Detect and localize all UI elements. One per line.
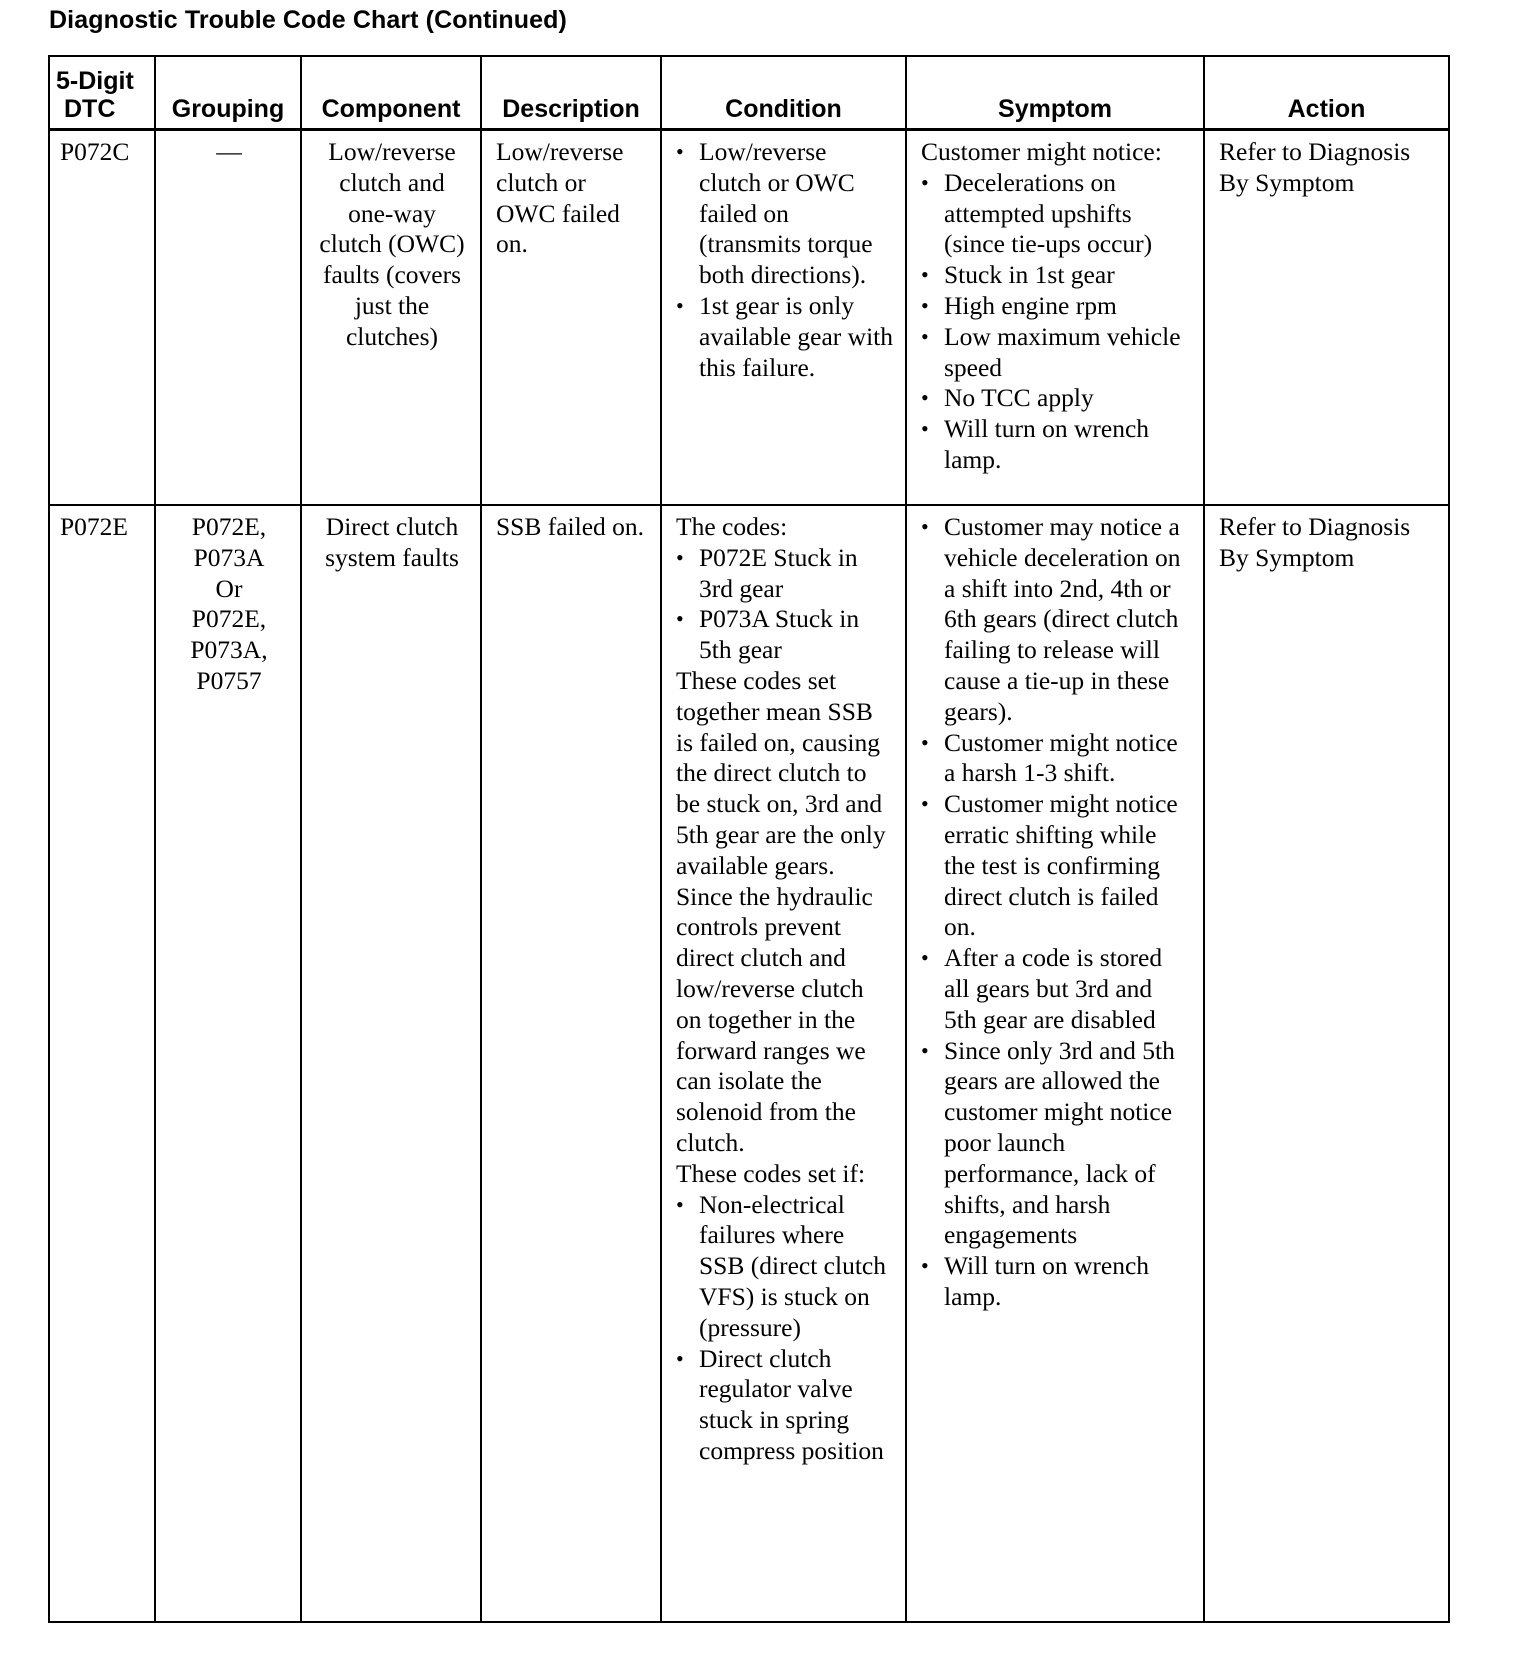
list-item: • Will turn on wrench lamp. — [921, 414, 1191, 476]
list-item: • No TCC apply — [921, 383, 1191, 414]
component-cell — [301, 130, 481, 506]
description-cell — [481, 130, 661, 506]
condition-intro: The codes: — [676, 512, 788, 541]
list-item: • Will turn on wrench lamp. — [921, 1251, 1191, 1313]
grouping-line: P072E, — [191, 604, 267, 634]
description-text: SSB failed on. — [496, 512, 645, 541]
condition-list — [676, 543, 893, 666]
list-item: • Since only 3rd and 5th gears are allowed the customer might notice poor launch performance, lack of shifts, and harsh engagements — [921, 1036, 1191, 1252]
grouping-line: P073A, — [190, 635, 268, 665]
symptom-cell — [906, 130, 1204, 506]
condition-list — [676, 137, 893, 383]
header-row — [49, 56, 1449, 130]
header-component: Component — [301, 56, 481, 130]
grouping-cell — [155, 130, 301, 506]
grouping-line: P0757 — [196, 665, 262, 695]
list-item: • After a code is stored all gears but 3rd and 5th gear are disabled — [921, 943, 1191, 1035]
grouping-line: P072E, — [191, 512, 267, 541]
list-item: • P072E Stuck in 3rd gear — [676, 543, 893, 605]
header-dtc-line2: DTC — [64, 95, 116, 123]
list-item: • 1st gear is only available gear with this failure. — [676, 291, 893, 383]
component-text: Direct clutch system faults — [325, 512, 459, 572]
dtc-table — [48, 55, 1450, 1623]
description-cell — [481, 505, 661, 1622]
list-item: • Low/reverse clutch or OWC failed on (transmits torque both directions). — [676, 137, 893, 291]
grouping-line: P073A — [193, 542, 265, 572]
header-description: Description — [481, 56, 661, 130]
condition-paragraph: These codes set together mean SSB is failed on, causing the direct clutch to be stuck on, 3rd and 5th gear are the only available gears. Since the hydraulic controls prevent direct clutch and low/reverse clutch on together in the forward ranges we can isolate the solenoid from the clutch. — [676, 665, 886, 1157]
header-dtc-line1: 5-Digit — [56, 67, 134, 95]
page-title: Diagnostic Trouble Code Chart (Continued) — [49, 6, 567, 34]
table-row — [49, 505, 1449, 1622]
symptom-cell — [906, 505, 1204, 1622]
grouping-cell — [155, 505, 301, 1622]
header-condition: Condition — [661, 56, 906, 130]
description-text: Low/reverse clutch or OWC failed on. — [496, 137, 624, 259]
action-cell — [1204, 130, 1449, 506]
symptom-list — [921, 512, 1191, 1313]
list-item: • Decelerations on attempted upshifts (since tie-ups occur) — [921, 168, 1191, 260]
condition-cell — [661, 505, 906, 1622]
header-action: Action — [1204, 56, 1449, 130]
dtc-code: P072C — [60, 137, 130, 166]
grouping-value: — — [216, 137, 242, 166]
grouping-value — [156, 506, 300, 701]
grouping-line: Or — [215, 573, 243, 603]
dtc-code: P072E — [60, 512, 129, 541]
condition-paragraph: These codes set if: — [676, 1158, 866, 1188]
component-text: Low/reverse clutch and one-way clutch (OWC) faults (covers just the clutches) — [319, 137, 465, 351]
action-text: Refer to Diagnosis By Symptom — [1219, 512, 1411, 572]
list-item: • Low maximum vehicle speed — [921, 322, 1191, 384]
symptom-list — [921, 168, 1191, 476]
list-item: • Customer may notice a vehicle deceleration on a shift into 2nd, 4th or 6th gears (direct clutch failing to release will cause a tie-up in these gears). — [921, 512, 1191, 728]
symptom-intro: Customer might notice: — [921, 137, 1162, 166]
dtc-cell — [49, 130, 155, 506]
header-grouping: Grouping — [155, 56, 301, 130]
action-cell — [1204, 505, 1449, 1622]
component-cell — [301, 505, 481, 1622]
list-item: • High engine rpm — [921, 291, 1191, 322]
list-item: • Stuck in 1st gear — [921, 260, 1191, 291]
condition-cell — [661, 130, 906, 506]
list-item: • Customer might notice erratic shifting while the test is confirming direct clutch is failed on. — [921, 789, 1191, 943]
dtc-cell — [49, 505, 155, 1622]
list-item: • Non-electrical failures where SSB (direct clutch VFS) is stuck on (pressure) — [676, 1190, 893, 1344]
list-item: • Customer might notice a harsh 1-3 shift. — [921, 728, 1191, 790]
list-item: • Direct clutch regulator valve stuck in spring compress position — [676, 1344, 893, 1467]
table-row — [49, 130, 1449, 506]
action-text: Refer to Diagnosis By Symptom — [1219, 137, 1411, 197]
list-item: • P073A Stuck in 5th gear — [676, 604, 893, 666]
header-dtc — [49, 56, 155, 130]
header-symptom: Symptom — [906, 56, 1204, 130]
condition-list — [676, 1190, 893, 1467]
